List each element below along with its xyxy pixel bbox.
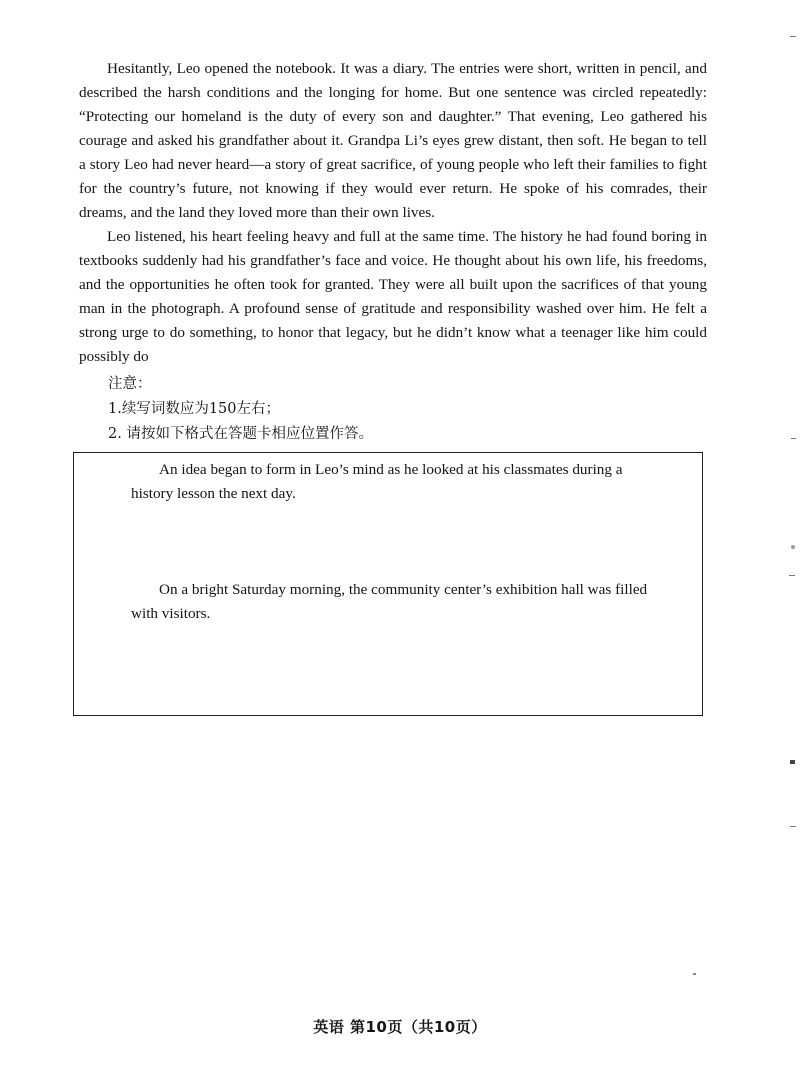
notes-item-answer-format: 2. 请按如下格式在答题卡相应位置作答。 — [108, 426, 373, 442]
passage-paragraph-1: Hesitantly, Leo opened the notebook. It was a diary. The entries were short, written in pencil, and described the harsh conditions and the longing for home. But one sentence was circled repeatedly: “Protecting our homeland is the duty of every son and daughter.” That evening, Leo gathered his courage and asked his grandfather about it. Grandpa Li’s eyes grew distant, then soft. He began to tell a story Leo had never heard—a story of great sacrifice, of young people who left their families to fight for the country’s future, not knowing if they would ever return. He spoke of his comrades, their dreams, and the land they loved more than their own lives. — [79, 60, 707, 221]
scan-mark — [790, 36, 796, 37]
continuation-prompt-1: An idea began to form in Leo’s mind as he looked at his classmates during a history lesson the next day. — [131, 461, 623, 502]
continuation-prompt-2: On a bright Saturday morning, the community center’s exhibition hall was filled with visitors. — [131, 581, 648, 622]
instructions-notes — [108, 372, 708, 447]
reading-passage — [79, 57, 707, 369]
scan-mark — [790, 826, 796, 827]
passage-paragraph-2: Leo listened, his heart feeling heavy and full at the same time. The history he had found boring in textbooks suddenly had his grandfather’s face and voice. He thought about his own life, his freedoms, and the opportunities he often took for granted. They were all built upon the sacrifices of that young man in the photograph. A profound sense of gratitude and responsibility washed over him. He felt a strong urge to do something, to honor that legacy, but he didn’t know what a teenager like him could possibly do — [79, 228, 707, 365]
notes-heading: 注意： — [108, 376, 152, 392]
scan-mark — [693, 973, 696, 975]
scan-mark — [789, 575, 795, 576]
notes-item-word-count: 1.续写词数应为150左右； — [108, 401, 281, 417]
scan-mark — [791, 545, 795, 549]
scan-mark — [790, 760, 795, 764]
answer-format-box — [73, 452, 703, 716]
scan-mark — [791, 438, 796, 439]
page-footer: 英语 第10页（共10页） — [313, 1018, 487, 1036]
